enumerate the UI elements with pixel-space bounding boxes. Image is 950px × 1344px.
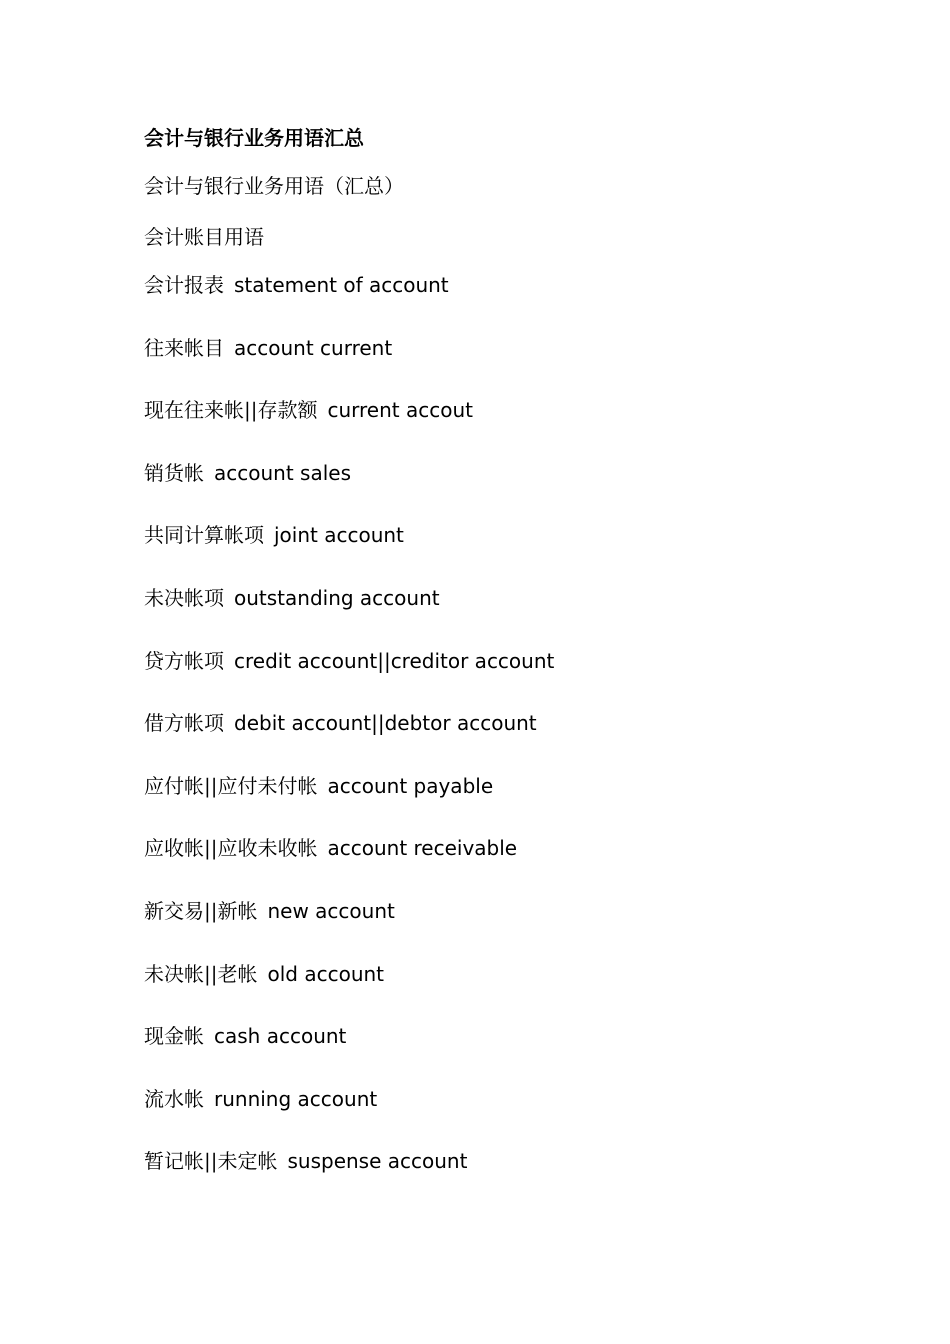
term-chinese: 共同计算帐项 [144, 523, 264, 548]
term-chinese: 借方帐项 [144, 711, 224, 736]
document-title: 会计与银行业务用语汇总 [144, 126, 364, 150]
term-chinese: 新交易||新帐 [144, 898, 258, 923]
term-row [144, 1085, 844, 1148]
term-row [144, 1147, 844, 1210]
term-row [144, 459, 844, 522]
term-english: current accout [327, 398, 473, 423]
term-english: new account [267, 898, 395, 923]
term-english: cash account [214, 1024, 347, 1049]
term-chinese: 暂记帐||未定帐 [144, 1149, 278, 1174]
term-row [144, 334, 844, 397]
term-english: running account [214, 1086, 378, 1111]
term-english: old account [267, 961, 385, 986]
term-chinese: 未决帐||老帐 [144, 961, 258, 986]
term-chinese: 应收帐||应收未收帐 [144, 836, 318, 861]
document-body [144, 124, 844, 1210]
term-english: account receivable [327, 836, 518, 861]
term-row [144, 772, 844, 835]
term-row [144, 647, 844, 710]
term-english: credit account||creditor account [234, 648, 555, 673]
term-english: joint account [274, 523, 404, 548]
term-chinese: 应付帐||应付未付帐 [144, 773, 318, 798]
term-row [144, 521, 844, 584]
term-row [144, 584, 844, 647]
term-row [144, 396, 844, 459]
term-row [144, 1022, 844, 1085]
term-english: outstanding account [234, 585, 440, 610]
term-chinese: 现在往来帐||存款额 [144, 398, 318, 423]
term-chinese: 贷方帐项 [144, 648, 224, 673]
term-chinese: 会计报表 [144, 273, 224, 297]
term-english: account payable [327, 773, 494, 798]
term-row [144, 834, 844, 897]
term-row [144, 271, 844, 334]
term-chinese: 现金帐 [144, 1024, 204, 1049]
term-row [144, 960, 844, 1023]
term-english: account current [234, 335, 393, 360]
term-english: suspense account [287, 1149, 468, 1174]
term-list [144, 271, 844, 1210]
term-chinese: 未决帐项 [144, 585, 224, 610]
term-row [144, 897, 844, 960]
term-row [144, 709, 844, 772]
term-english: statement of account [234, 273, 449, 297]
term-chinese: 销货帐 [144, 460, 204, 485]
term-chinese: 往来帐目 [144, 335, 224, 360]
section-heading: 会计账目用语 [144, 225, 264, 249]
term-chinese: 流水帐 [144, 1086, 204, 1111]
term-english: account sales [214, 460, 351, 485]
document-subtitle: 会计与银行业务用语（汇总） [144, 174, 404, 198]
term-english: debit account||debtor account [234, 711, 537, 736]
